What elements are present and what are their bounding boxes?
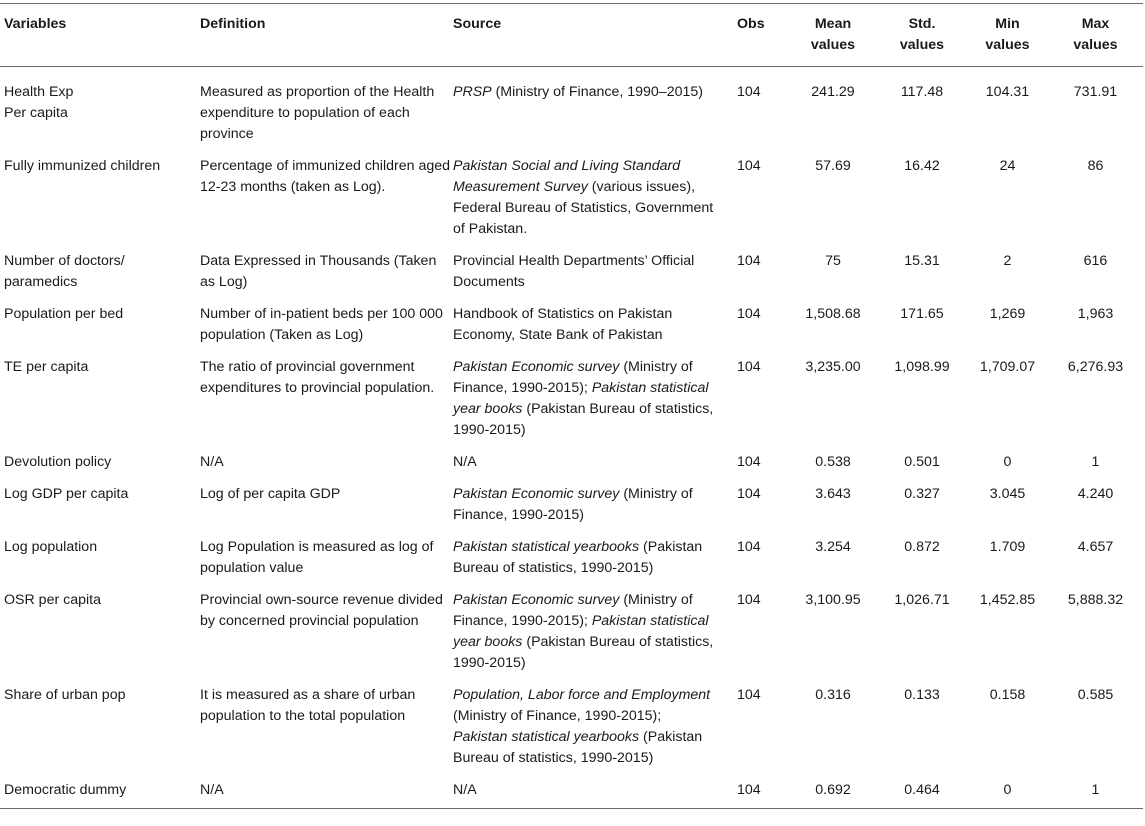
- obs-cell: 104: [737, 687, 761, 703]
- mean-cell: 75: [825, 253, 841, 269]
- std-cell: 0.501: [904, 454, 940, 470]
- definition-cell: [200, 478, 453, 531]
- header-min-line2: values: [985, 37, 1030, 53]
- variable-name: Democratic dummy: [4, 782, 127, 798]
- header-min-line1: Min: [995, 16, 1020, 32]
- header-std-line1: Std.: [908, 16, 936, 32]
- mean-cell: 0.538: [815, 454, 851, 470]
- definition-text: Number of in-patient beds per 100 000 population (Taken as Log): [200, 306, 443, 343]
- table-header: [0, 4, 1143, 67]
- table-row: [0, 67, 1143, 151]
- source-text: Provincial Health Departments’ Official Documents: [453, 253, 695, 290]
- obs-cell: 104: [737, 539, 761, 555]
- std-cell: 171.65: [900, 306, 944, 322]
- source-text: (Ministry of Finance, 1990-2015);: [453, 592, 693, 629]
- source-cell: [453, 774, 715, 809]
- source-cell: [453, 478, 715, 531]
- definition-cell: [200, 774, 453, 809]
- mean-cell: 3,100.95: [805, 592, 861, 608]
- definition-text: Data Expressed in Thousands (Taken as Log): [200, 253, 437, 290]
- definition-cell: [200, 531, 453, 584]
- source-title: Pakistan Social and Living Standard Measurement Survey: [453, 158, 681, 195]
- header-min: [965, 4, 1050, 67]
- obs-cell: 104: [737, 253, 761, 269]
- variable-name: TE per capita: [4, 359, 89, 375]
- header-mean-line1: Mean: [814, 16, 852, 32]
- variable-name: Health Exp: [4, 84, 74, 100]
- header-source: Source: [453, 4, 715, 67]
- source-text: (various issues), Federal Bureau of Statistics, Government of Pakistan.: [453, 179, 714, 237]
- mean-cell: 3,235.00: [805, 359, 861, 375]
- definition-cell: [200, 446, 453, 478]
- min-cell: 1,452.85: [979, 592, 1036, 608]
- variable-name: Log population: [4, 539, 98, 555]
- definition-text: Provincial own-source revenue divided by concerned provincial population: [200, 592, 443, 629]
- source-text-2: (Pakistan Bureau of statistics, 1990-2015): [453, 634, 714, 671]
- source-text: (Ministry of Finance, 1990–2015): [491, 84, 703, 100]
- variable-cell: [0, 478, 200, 531]
- variable-cell: [0, 351, 200, 446]
- source-title-2: Pakistan statistical year books: [453, 613, 709, 650]
- variable-name: Number of doctors/: [4, 253, 125, 269]
- variable-name: OSR per capita: [4, 592, 101, 608]
- obs-cell: 104: [737, 592, 761, 608]
- min-cell: 3.045: [989, 486, 1026, 502]
- source-text: N/A: [453, 454, 477, 470]
- max-cell: 86: [1087, 158, 1104, 174]
- source-text: (Ministry of Finance, 1990-2015): [453, 486, 693, 523]
- obs-cell: 104: [715, 774, 787, 809]
- variable-cell: [0, 446, 200, 478]
- std-cell: 117.48: [900, 84, 944, 100]
- source-text: (Ministry of Finance, 1990-2015);: [453, 708, 662, 724]
- variable-name-line2: Per capita: [4, 105, 68, 121]
- obs-cell: 104: [737, 158, 761, 174]
- variable-cell: [0, 679, 200, 774]
- header-max-line2: values: [1073, 37, 1118, 53]
- variable-name-line2: paramedics: [4, 274, 78, 290]
- source-cell: [453, 446, 715, 478]
- source-title-2: Pakistan statistical year books: [453, 380, 709, 417]
- header-std-line2: values: [899, 37, 945, 53]
- std-cell: 1,098.99: [894, 359, 950, 375]
- table-row: [0, 446, 1143, 478]
- definition-text: The ratio of provincial government expenditures to provincial population.: [200, 359, 435, 396]
- source-cell: [453, 298, 715, 351]
- definition-cell: [200, 679, 453, 774]
- header-definition: Definition: [200, 4, 453, 67]
- header-max-line1: Max: [1081, 16, 1110, 32]
- min-cell: 24: [999, 158, 1016, 174]
- obs-cell: 104: [737, 84, 761, 100]
- std-cell: 0.133: [904, 687, 940, 703]
- table-row: [0, 150, 1143, 245]
- source-cell: [453, 584, 715, 679]
- std-cell: 0.464: [879, 774, 965, 809]
- table-row: [0, 478, 1143, 531]
- min-cell: 0: [1003, 454, 1012, 470]
- obs-cell: 104: [737, 454, 761, 470]
- variable-cell: [0, 298, 200, 351]
- source-text-2: (Pakistan Bureau of statistics, 1990-2015): [453, 729, 703, 766]
- variable-cell: [0, 584, 200, 679]
- max-cell: 4.240: [1077, 486, 1114, 502]
- min-cell: 1.709: [989, 539, 1026, 555]
- max-cell: 1,963: [1077, 306, 1114, 322]
- header-mean-line2: values: [810, 37, 856, 53]
- definition-text: Log of per capita GDP: [200, 486, 341, 502]
- mean-cell: 0.316: [815, 687, 851, 703]
- max-cell: 1: [1091, 454, 1100, 470]
- header-variables: Variables: [0, 4, 200, 67]
- obs-cell: 104: [737, 306, 761, 322]
- variable-cell: [0, 531, 200, 584]
- variable-name: Fully immunized children: [4, 158, 161, 174]
- source-text: Handbook of Statistics on Pakistan Economy, State Bank of Pakistan: [453, 306, 673, 343]
- variable-cell: [0, 245, 200, 298]
- definition-text: Measured as proportion of the Health expenditure to population of each province: [200, 84, 435, 142]
- source-text: (Ministry of Finance, 1990-2015);: [453, 359, 693, 396]
- max-cell: 5,888.32: [1067, 592, 1124, 608]
- table-row: [0, 298, 1143, 351]
- source-text: N/A: [453, 782, 477, 798]
- summary-statistics-table: [0, 3, 1143, 809]
- variable-name: Devolution policy: [4, 454, 112, 470]
- max-cell: 616: [1083, 253, 1108, 269]
- header-obs: Obs: [715, 4, 787, 67]
- definition-text: Log Population is measured as log of population value: [200, 539, 434, 576]
- table-row: [0, 351, 1143, 446]
- std-cell: 1,026.71: [894, 592, 950, 608]
- source-title-2: Pakistan statistical yearbooks: [453, 729, 640, 745]
- definition-text: N/A: [200, 454, 224, 470]
- max-cell: 4.657: [1077, 539, 1114, 555]
- mean-cell: 57.69: [815, 158, 851, 174]
- mean-cell: 3.254: [815, 539, 851, 555]
- variable-name: Population per bed: [4, 306, 124, 322]
- max-cell: 1: [1050, 774, 1143, 809]
- variable-cell: [0, 67, 200, 151]
- mean-cell: 3.643: [815, 486, 851, 502]
- definition-cell: [200, 298, 453, 351]
- obs-cell: 104: [737, 359, 761, 375]
- variable-name: Share of urban pop: [4, 687, 126, 703]
- source-title: Pakistan Economic survey: [453, 592, 620, 608]
- min-cell: 2: [1003, 253, 1012, 269]
- obs-cell: 104: [737, 486, 761, 502]
- table-body: [0, 67, 1143, 809]
- variable-cell: [0, 150, 200, 245]
- table-row: [0, 774, 1143, 809]
- min-cell: 104.31: [985, 84, 1030, 100]
- table-row: [0, 531, 1143, 584]
- min-cell: 0: [965, 774, 1050, 809]
- source-text: (Pakistan Bureau of statistics, 1990-2015): [453, 539, 703, 576]
- mean-cell: 1,508.68: [805, 306, 861, 322]
- std-cell: 0.872: [904, 539, 940, 555]
- table-row: [0, 584, 1143, 679]
- header-row: [0, 4, 1143, 67]
- variable-name: Log GDP per capita: [4, 486, 129, 502]
- source-text-2: (Pakistan Bureau of statistics, 1990-2015): [453, 401, 714, 438]
- header-std: [879, 4, 965, 67]
- source-title: Population, Labor force and Employment: [453, 687, 711, 703]
- source-cell: [453, 531, 715, 584]
- variable-cell: [0, 774, 200, 809]
- source-title: Pakistan Economic survey: [453, 486, 620, 502]
- std-cell: 0.327: [904, 486, 940, 502]
- header-mean: [787, 4, 879, 67]
- definition-cell: [200, 150, 453, 245]
- std-cell: 15.31: [904, 253, 940, 269]
- source-cell: [453, 351, 715, 446]
- mean-cell: 241.29: [811, 84, 855, 100]
- min-cell: 0.158: [989, 687, 1026, 703]
- max-cell: 6,276.93: [1067, 359, 1124, 375]
- source-title: Pakistan Economic survey: [453, 359, 620, 375]
- definition-text: It is measured as a share of urban population to the total population: [200, 687, 416, 724]
- source-title: PRSP: [453, 84, 492, 100]
- definition-cell: [200, 584, 453, 679]
- table-row: [0, 679, 1143, 774]
- table-row: [0, 245, 1143, 298]
- definition-cell: [200, 245, 453, 298]
- source-cell: [453, 245, 715, 298]
- max-cell: 0.585: [1077, 687, 1114, 703]
- definition-cell: [200, 351, 453, 446]
- mean-cell: 0.692: [787, 774, 879, 809]
- header-max: [1050, 4, 1143, 67]
- source-cell: [453, 150, 715, 245]
- min-cell: 1,269: [989, 306, 1026, 322]
- max-cell: 731.91: [1073, 84, 1118, 100]
- std-cell: 16.42: [904, 158, 940, 174]
- source-cell: [453, 67, 715, 151]
- definition-text: Percentage of immunized children aged 12-23 months (taken as Log).: [200, 158, 451, 195]
- source-title: Pakistan statistical yearbooks: [453, 539, 640, 555]
- definition-cell: [200, 67, 453, 151]
- definition-text: N/A: [200, 782, 224, 798]
- source-cell: [453, 679, 715, 774]
- min-cell: 1,709.07: [979, 359, 1036, 375]
